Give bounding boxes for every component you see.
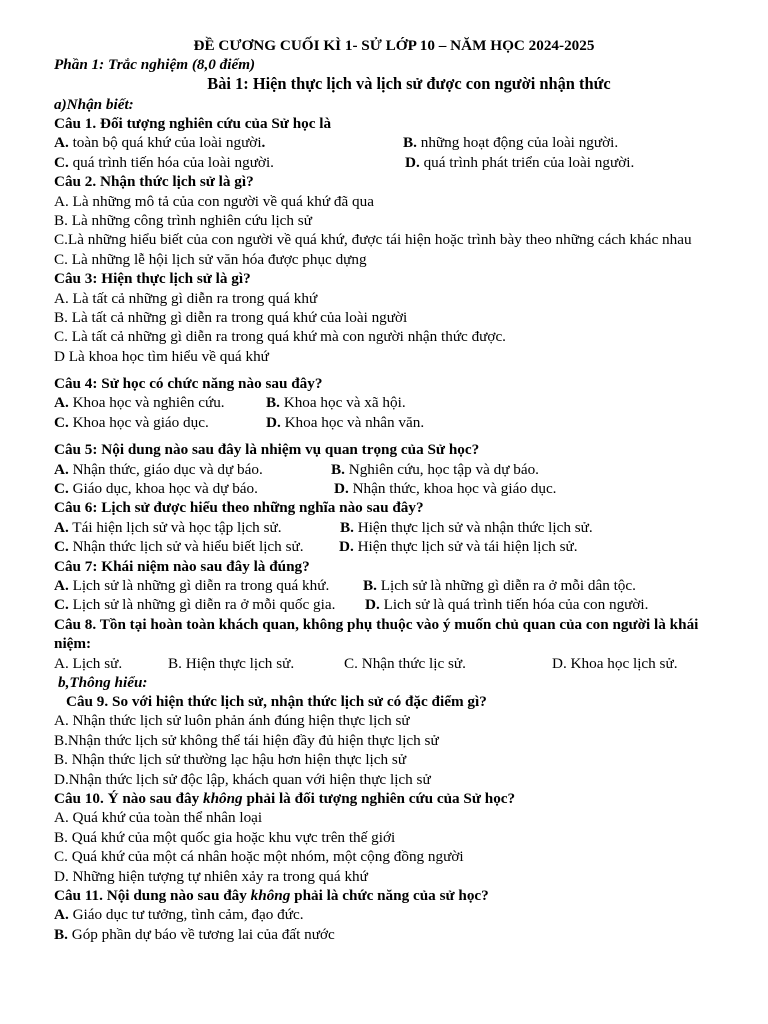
question-10: Câu 10. Ý nào sau đây không phải là đối tượng nghiên cứu của Sử học? <box>54 789 516 807</box>
option-a: A. Quá khứ của toàn thể nhân loại <box>54 809 263 827</box>
option-c: C. quá trình tiến hóa của loài người. <box>54 153 274 171</box>
level-heading-a: a)Nhận biết: <box>54 96 134 113</box>
option-b: B. Góp phần dự báo về tương lai của đất nước <box>54 925 335 943</box>
option-a: A. Lịch sử là những gì diễn ra trong quá khứ. <box>54 577 330 594</box>
question-1-options-row-1 <box>54 133 734 152</box>
question-4-options-row-2 <box>54 413 734 432</box>
option-b: B. Lịch sử là những gì diễn ra ở mỗi dân tộc. <box>363 577 636 594</box>
option-b: B. Là những công trình nghiên cứu lịch sử <box>54 211 312 229</box>
option-c: C. Là tất cả những gì diễn ra trong quá khứ mà con người nhận thức được. <box>54 328 506 346</box>
option-a: A. Giáo dục tư tưởng, tình cảm, đạo đức. <box>54 906 304 924</box>
question-1: Câu 1. Đối tượng nghiên cứu của Sử học là <box>54 115 332 132</box>
option-c: C. Lịch sử là những gì diễn ra ở mỗi quốc gia. <box>54 596 336 614</box>
question-5-options-row-2 <box>54 479 734 498</box>
option-b: B. Hiện thực lịch sử. <box>168 654 295 672</box>
option-d: D. Nhận thức, khoa học và giáo dục. <box>334 480 557 498</box>
option-d: D.Nhận thức lịch sử độc lập, khách quan với hiện thực lịch sử <box>54 770 431 788</box>
option-c: C. Nhận thức lịc sử. <box>344 654 466 672</box>
option-d: D. Lich sử là quá trình tiến hóa của con người. <box>365 596 649 614</box>
part-heading: Phần 1: Trắc nghiệm (8,0 điểm) <box>54 56 256 73</box>
option-b: B. Quá khứ của một quốc gia hoặc khu vực trên thế giới <box>54 828 396 846</box>
option-a: A. toàn bộ quá khứ của loài người. <box>54 134 266 152</box>
document-title: ĐỀ CƯƠNG CUỐI KÌ 1- SỬ LỚP 10 – NĂM HỌC 2024-2025 <box>193 37 595 54</box>
option-d: D. Những hiện tượng tự nhiên xảy ra trong quá khứ <box>54 867 368 885</box>
option-a: A. Khoa học và nghiên cứu. <box>54 394 225 412</box>
exam-document <box>54 36 734 944</box>
question-5-options-row-1 <box>54 460 734 479</box>
question-7-options-row-1 <box>54 576 734 595</box>
question-2: Câu 2. Nhận thức lịch sử là gì? <box>54 173 254 191</box>
option-a: A. Tái hiện lịch sử và học tập lịch sử. <box>54 518 282 536</box>
option-a: A. Nhận thức, giáo dục và dự báo. <box>54 460 263 478</box>
option-c: C. Giáo dục, khoa học và dự báo. <box>54 480 258 498</box>
question-6: Câu 6: Lịch sử được hiểu theo những nghĩa nào sau đây? <box>54 499 424 517</box>
question-9: Câu 9. So với hiện thức lịch sử, nhận thức lịch sử có đặc điểm gì? <box>66 692 487 710</box>
option-d: D. quá trình phát triển của loài người. <box>405 153 635 171</box>
option-d: D. Khoa học lịch sử. <box>552 654 678 672</box>
option-b: B. những hoạt động của loài người. <box>403 134 619 152</box>
option-c: B. Nhận thức lịch sử thường lạc hậu hơn hiện thực lịch sử <box>54 751 407 769</box>
question-4: Câu 4: Sử học có chức năng nào sau đây? <box>54 375 323 393</box>
option-c: C. Nhận thức lịch sử và hiểu biết lịch sử. <box>54 538 304 556</box>
question-6-options-row-1 <box>54 518 734 537</box>
option-d: C. Là những lễ hội lịch sử văn hóa được phục dựng <box>54 250 367 268</box>
option-b: B. Nghiên cứu, học tập và dự báo. <box>331 460 539 478</box>
question-11: Câu 11. Nội dung nào sau đây không phải là chức năng của sử học? <box>54 886 489 904</box>
question-4-options-row-1 <box>54 393 734 412</box>
option-d: D. Khoa học và nhân văn. <box>266 413 425 431</box>
option-b: B.Nhận thức lịch sử không thể tái hiện đầy đủ hiện thực lịch sử <box>54 731 439 749</box>
option-b: B. Là tất cả những gì diễn ra trong quá khứ của loài người <box>54 308 408 326</box>
question-7: Câu 7: Khái niệm nào sau đây là đúng? <box>54 557 310 575</box>
option-c: C. Quá khứ của một cá nhân hoặc một nhóm, một cộng đồng người <box>54 848 464 866</box>
option-a: A. Nhận thức lịch sử luôn phản ánh đúng hiện thực lịch sử <box>54 712 410 730</box>
question-6-options-row-2 <box>54 537 734 556</box>
option-c: C.Là những hiểu biết của con người về quá khứ, được tái hiện hoặc trình bày theo những cách khác nhau <box>54 231 692 249</box>
option-b: B. Hiện thực lịch sử và nhận thức lịch sử. <box>340 518 593 536</box>
question-7-options-row-2 <box>54 595 734 614</box>
option-a: A. Là những mô tả của con người về quá khứ đã qua <box>54 192 374 210</box>
question-1-options-row-2 <box>54 153 734 172</box>
option-d: D. Hiện thực lịch sử và tái hiện lịch sử. <box>339 538 578 556</box>
option-d: D Là khoa học tìm hiểu về quá khứ <box>54 347 269 365</box>
level-heading-b: b,Thông hiểu: <box>58 673 148 691</box>
question-8: Câu 8. Tồn tại hoàn toàn khách quan, không phụ thuộc vào ý muốn chủ quan của con người là khái niệm: <box>54 615 699 653</box>
question-8-options <box>54 654 734 673</box>
option-b: B. Khoa học và xã hội. <box>266 394 406 412</box>
option-a: A. Lịch sử. <box>54 654 123 672</box>
lesson-heading: Bài 1: Hiện thực lịch và lịch sử được con người nhận thức <box>207 74 611 93</box>
option-a: A. Là tất cả những gì diễn ra trong quá khứ <box>54 289 318 307</box>
question-5: Câu 5: Nội dung nào sau đây là nhiệm vụ quan trọng của Sử học? <box>54 441 480 459</box>
option-c: C. Khoa học và giáo dục. <box>54 413 209 431</box>
question-3: Câu 3: Hiện thực lịch sử là gì? <box>54 270 251 288</box>
